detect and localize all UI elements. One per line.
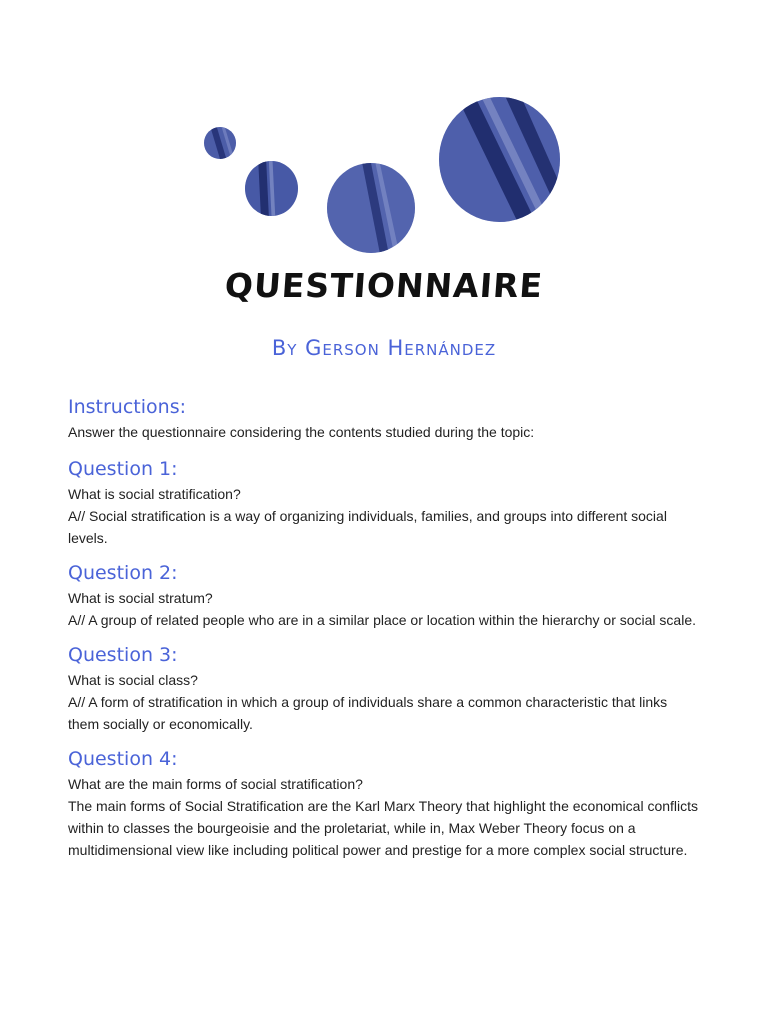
question-2-heading: Question 2: [68,562,178,584]
circle-image-large [439,97,560,222]
question-4-heading: Question 4: [68,748,178,770]
question-3-heading: Question 3: [68,644,178,666]
question-3-answer: A// A form of stratification in which a group of individuals share a common characteristic that links them socially or economically. [68,694,668,732]
instructions-text: Answer the questionnaire considering the contents studied during the topic: [68,424,535,440]
circle-image-small [204,127,236,159]
circle-image-medium [327,163,415,253]
question-2-answer: A// A group of related people who are in a similar place or location within the hierarchy or social scale. [68,612,697,628]
author-line: By Gerson Hernández [271,336,497,360]
question-1-text: What is social stratification? [68,486,241,502]
question-3-section [68,641,700,735]
question-4-text: What are the main forms of social stratification? [68,776,363,792]
page-title: QUESTIONNAIRE [223,266,545,305]
question-3-text: What is social class? [68,672,198,688]
question-4-answer: The main forms of Social Stratification are the Karl Marx Theory that highlight the economical conflicts within to classes the bourgeoisie and the proletariat, while in, Max Weber Theory focus on a multidimensional view like including political power and prestige for a more complex social structure. [68,798,699,858]
question-1-section [68,455,700,549]
instructions-section [68,393,700,443]
question-2-section [68,559,700,631]
question-1-answer: A// Social stratification is a way of organizing individuals, families, and groups into different social levels. [68,508,667,546]
question-1-heading: Question 1: [68,458,178,480]
question-2-text: What is social stratum? [68,590,213,606]
instructions-heading: Instructions: [68,396,186,418]
decorative-circles [0,0,768,270]
document-body [68,393,700,871]
circle-image-medium-small [245,161,298,216]
question-4-section [68,745,700,861]
